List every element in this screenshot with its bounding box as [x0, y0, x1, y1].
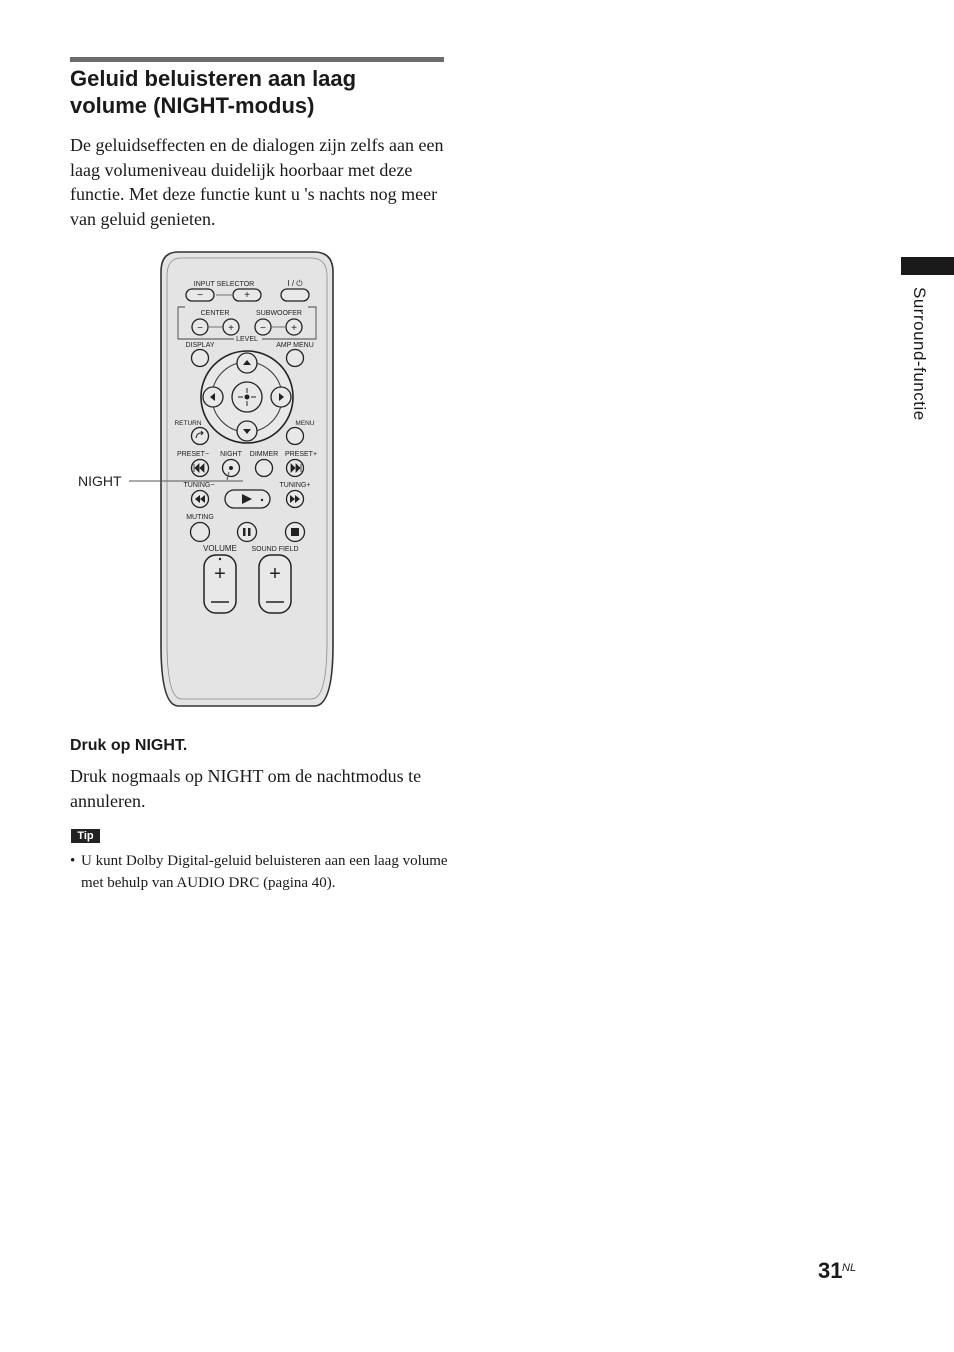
svg-text:+: + — [291, 323, 297, 334]
svg-text:+: + — [269, 563, 281, 585]
power-label: I / ⏻ — [287, 279, 303, 288]
svg-text:+: + — [228, 323, 234, 334]
muting-label: MUTING — [186, 514, 214, 521]
tuning-plus-label: TUNING+ — [279, 482, 311, 489]
return-label: RETURN — [174, 420, 202, 427]
center-label: CENTER — [200, 310, 230, 317]
dimmer-label: DIMMER — [249, 451, 279, 458]
amp-menu-button[interactable] — [287, 350, 304, 367]
tuning-minus-label: TUNING− — [183, 482, 215, 489]
subwoofer-label: SUBWOOFER — [256, 310, 302, 317]
display-button[interactable] — [192, 350, 209, 367]
tip-badge: Tip — [71, 829, 100, 843]
remote-body — [161, 252, 333, 706]
night-label: NIGHT — [220, 451, 242, 458]
volume-label: VOLUME — [203, 544, 237, 553]
display-label: DISPLAY — [185, 342, 215, 349]
menu-label: MENU — [295, 420, 315, 427]
svg-text:−: − — [197, 323, 203, 334]
dimmer-button[interactable] — [256, 460, 273, 477]
section-heading — [70, 65, 450, 119]
tip-item — [70, 850, 455, 894]
heading-rule — [70, 57, 444, 62]
page-language-suffix: NL — [842, 1262, 857, 1274]
amp-menu-label: AMP MENU — [276, 342, 314, 349]
heading-line-1: Geluid beluisteren aan laag — [70, 66, 357, 91]
page-number: 31 — [818, 1258, 843, 1283]
step-body: Druk nogmaals op NIGHT om de nachtmodus te annuleren. — [70, 766, 422, 811]
section-tab-marker — [901, 257, 954, 275]
svg-text:+: + — [214, 563, 226, 585]
muting-button[interactable] — [191, 523, 210, 542]
night-callout-label: NIGHT — [78, 473, 122, 489]
level-label: LEVEL — [236, 336, 258, 343]
pause-button[interactable] — [238, 523, 257, 542]
section-tab-label: Surround-functie — [910, 287, 929, 421]
power-button[interactable] — [281, 289, 309, 301]
intro-paragraph: De geluidseffecten en de dialogen zijn zelfs aan een laag volumeniveau duidelijk hoorbaar met deze functie. Met deze functie kunt u 's nachts nog meer van geluid genieten. — [70, 135, 444, 229]
sound-field-label: SOUND FIELD — [251, 546, 299, 553]
input-selector-label: INPUT SELECTOR — [193, 281, 255, 288]
svg-text:−: − — [197, 290, 203, 301]
remote-control-illustration — [70, 245, 370, 715]
preset-plus-label: PRESET+ — [284, 451, 318, 458]
tip-list — [70, 850, 455, 894]
heading-line-2: volume (NIGHT-modus) — [70, 93, 315, 118]
svg-text:−: − — [260, 323, 266, 334]
step-title: Druk op NIGHT. — [70, 737, 188, 754]
tip-text: U kunt Dolby Digital-geluid beluisteren aan een laag volume met behulp van AUDIO DRC (pagina 40). — [81, 853, 448, 891]
preset-minus-label: PRESET− — [176, 451, 210, 458]
return-button[interactable] — [192, 428, 209, 445]
svg-text:+: + — [244, 290, 250, 301]
menu-button[interactable] — [287, 428, 304, 445]
bullet-icon: • — [70, 853, 76, 869]
